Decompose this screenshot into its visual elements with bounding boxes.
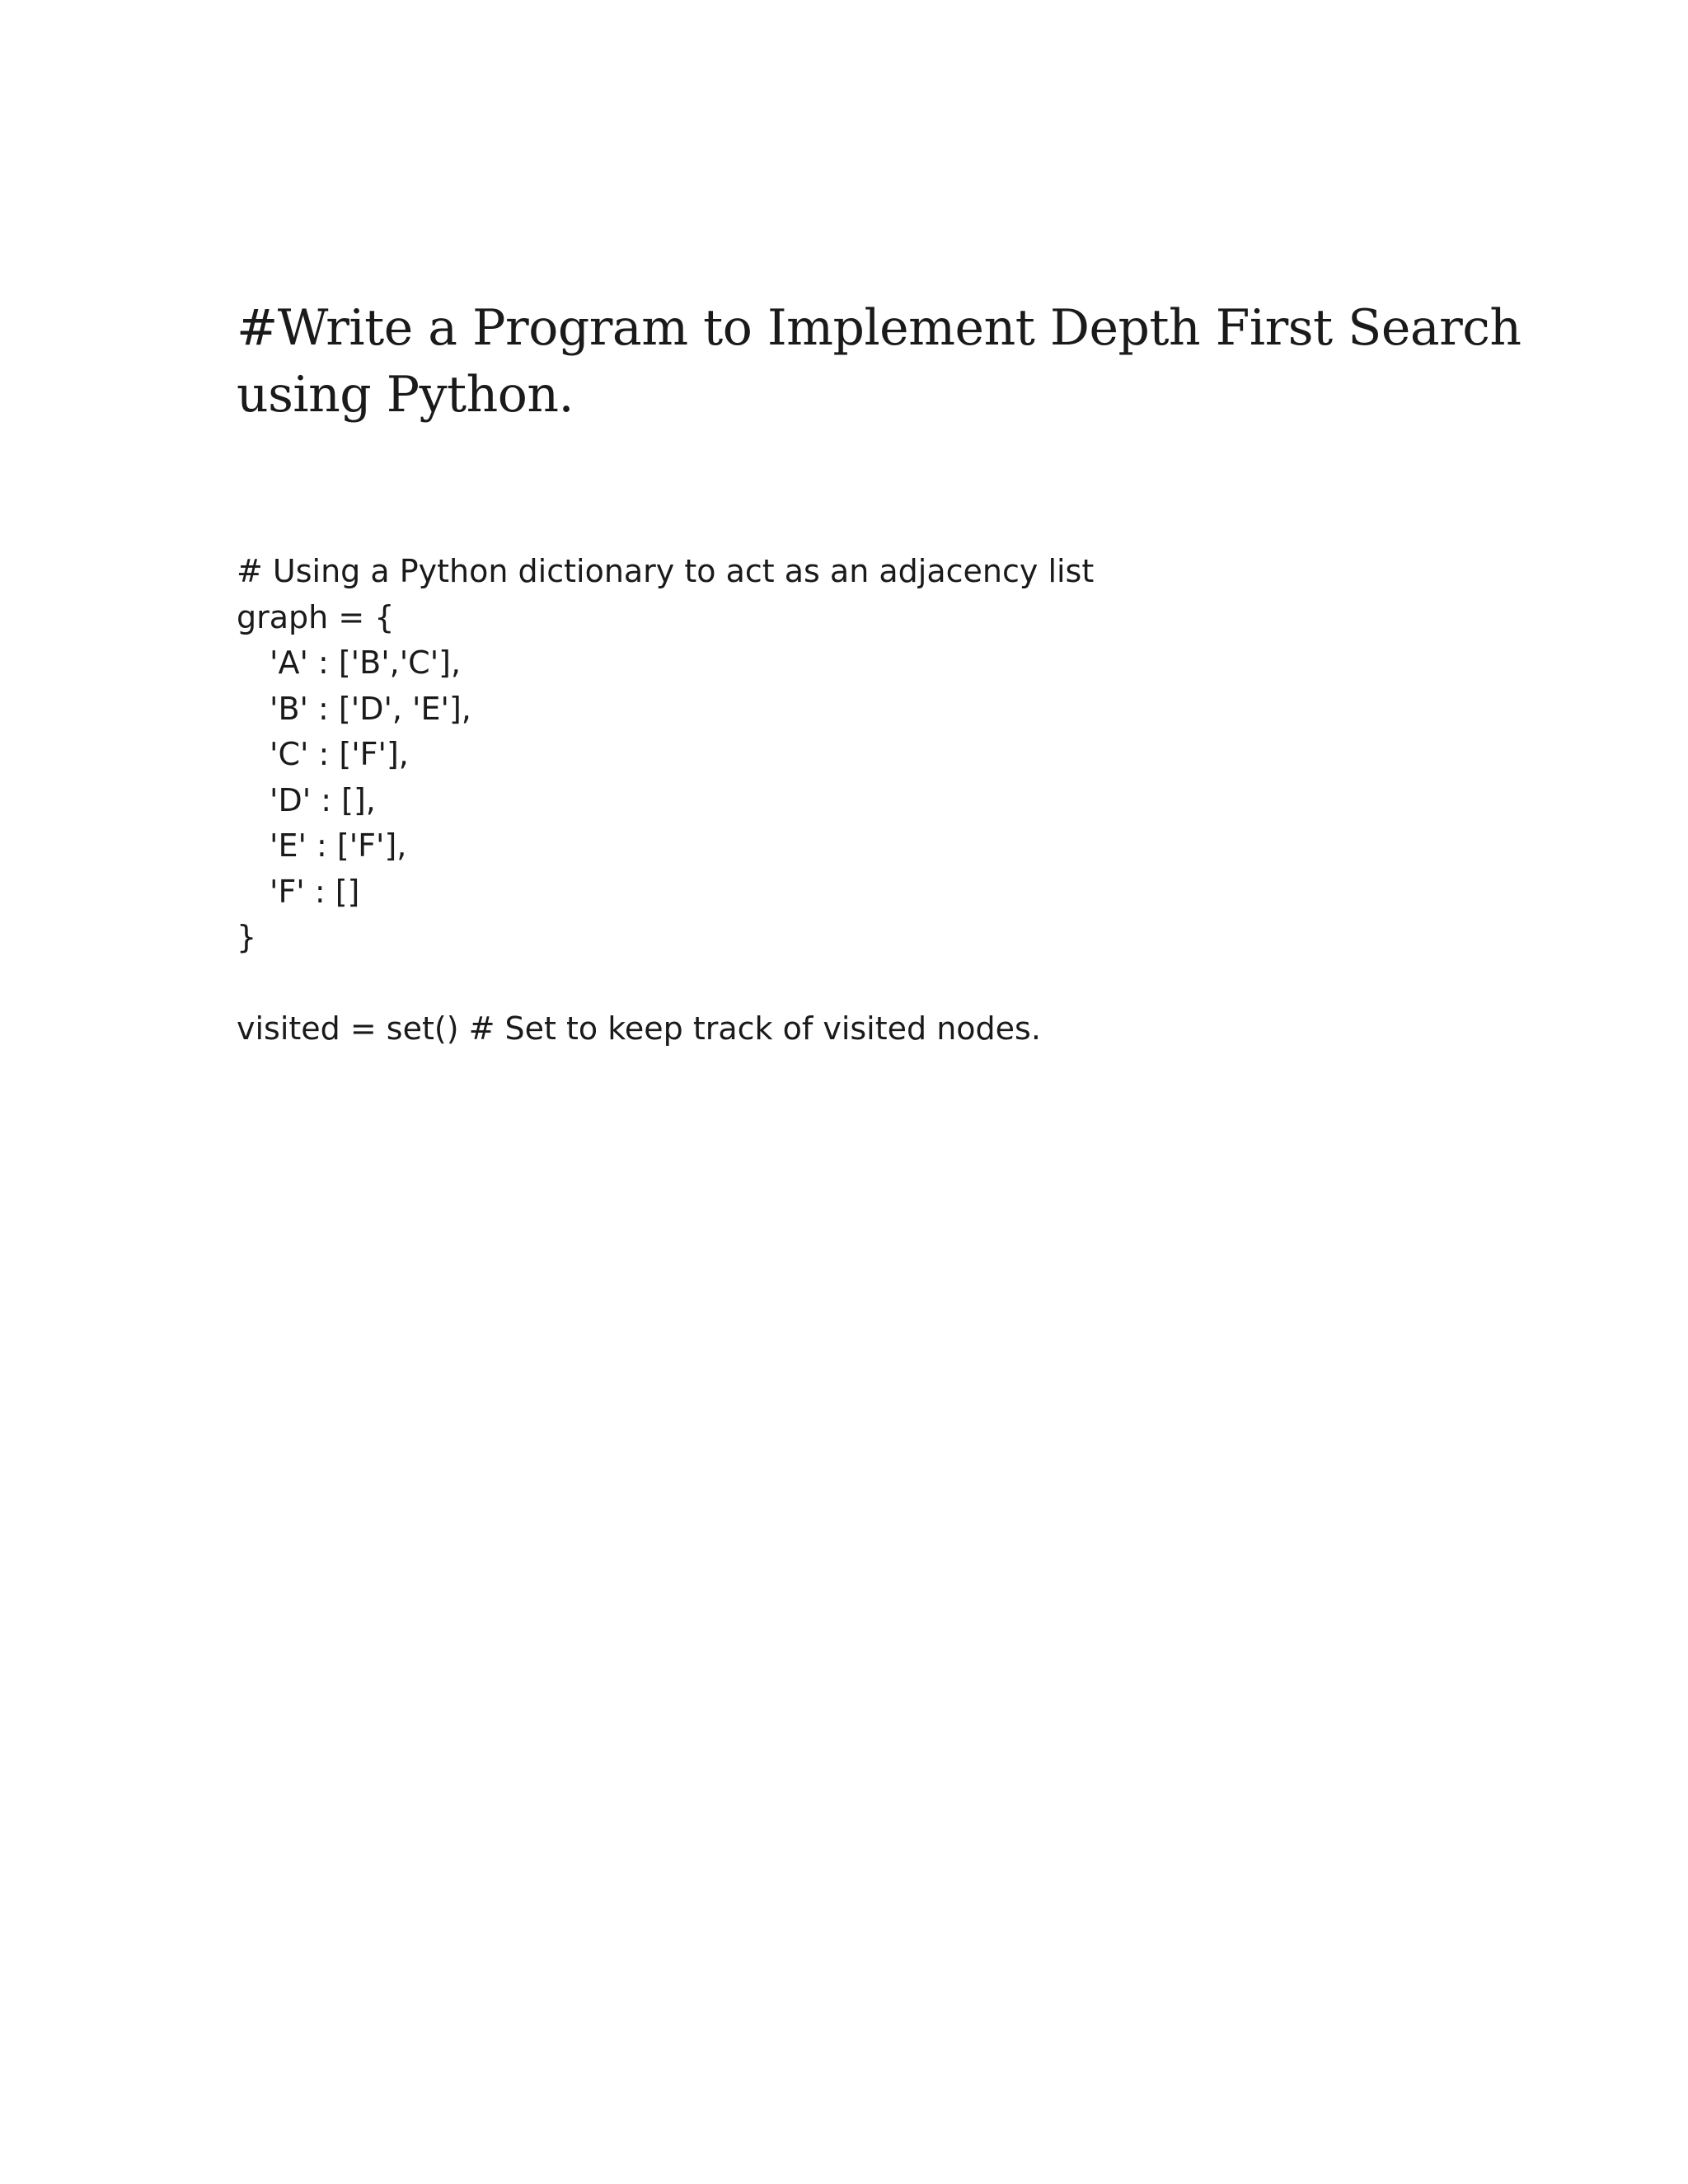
code-blank-line (237, 961, 1473, 1007)
title-line-1: #Write a Program to Implement Depth First Search (237, 299, 1522, 357)
code-entry-c: 'C' : ['F'], (270, 736, 409, 772)
title-line-2: using Python. (237, 366, 574, 424)
code-entry-f: 'F' : [] (270, 873, 360, 910)
code-entry-e: 'E' : ['F'], (270, 827, 407, 864)
code-entry-a: 'A' : ['B','C'], (270, 644, 462, 681)
code-block (237, 549, 1473, 1052)
code-graph-close-line: } (237, 919, 257, 955)
code-visited-line: visited = set() # Set to keep track of visited nodes. (237, 1010, 1041, 1047)
document-title (237, 295, 1522, 429)
code-entry-d: 'D' : [], (270, 781, 376, 818)
code-graph-open-line: graph = { (237, 598, 395, 635)
code-comment-line: # Using a Python dictionary to act as an adjacency list (237, 553, 1095, 589)
code-entry-b: 'B' : ['D', 'E'], (270, 690, 471, 727)
